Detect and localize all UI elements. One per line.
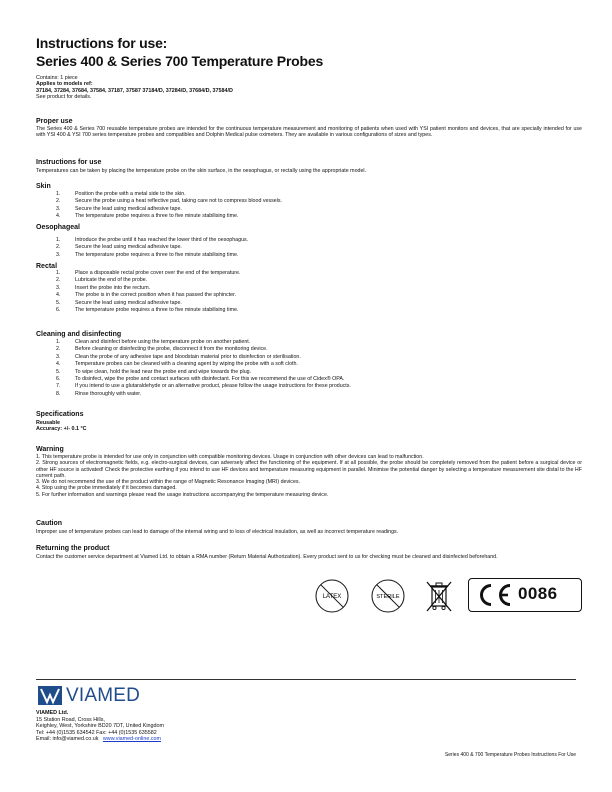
list-item: 7. If you intend to use a glutaraldehyde or an alternative product, please follow the usage instructions for these products. xyxy=(56,383,351,390)
email-text: Email: info@viamed.co.uk xyxy=(36,736,99,742)
skin-list xyxy=(36,191,582,221)
specifications-block xyxy=(36,420,596,433)
list-item: 3. Insert the probe into the rectum. xyxy=(56,284,151,291)
list-item: 1. Introduce the probe until it has reached the lower third of the oesophagus. xyxy=(56,237,249,243)
instructions-text: Temperatures can be taken by placing the temperature probe on the skin surface, in the oesophagus, or rectally using the appropriate model. xyxy=(36,168,367,174)
phone-fax: Tel: +44 (0)1535 634542 Fax: +44 (0)1535 635582 xyxy=(36,729,157,736)
cleaning-list xyxy=(36,339,582,398)
company-name: VIAMED Ltd. xyxy=(36,710,69,716)
document-title-line2: Series 400 & Series 700 Temperature Probes xyxy=(36,53,324,69)
company-address xyxy=(36,710,164,743)
viamed-logo-icon xyxy=(38,686,62,705)
list-item: 6. The temperature probe requires a three to five minute stabilising time. xyxy=(56,306,239,313)
warning-list xyxy=(36,454,582,498)
footer-document-title: Series 400 & 700 Temperature Probes Instructions For Use xyxy=(444,752,576,758)
footer-divider xyxy=(36,679,576,680)
rectal-heading: Rectal xyxy=(36,263,58,270)
non-sterile-icon xyxy=(370,578,406,614)
rectal-list xyxy=(36,270,582,314)
list-item: 6. To disinfect, wipe the probe and contact surfaces with disinfectant. For this we recommend the use of Cidex® OPA. xyxy=(56,375,345,382)
list-item: 2. Secure the probe using a heat reflective pad, taking care not to compress blood vessels. xyxy=(56,198,282,205)
returning-text: Contact the customer service department at Viamed Ltd. to obtain a RMA number (Return Material Authorization). Every product sent to us for checking must be cleaned and disinfected beforehand. xyxy=(36,554,498,560)
list-item: 1. Position the probe with a metal side to the skin. xyxy=(56,191,186,197)
notified-body-number: 0086 xyxy=(518,584,558,603)
instructions-heading: Instructions for use xyxy=(36,159,102,166)
product-info xyxy=(36,75,596,101)
warning-item: 5. For further information and warnings please read the usage instructions accompanying the temperature measuring device. xyxy=(36,491,329,498)
latex-label: LATEX xyxy=(322,594,342,600)
warning-item: 3. We do not recommend the use of the product within the range of Magnetic Resonance Imaging (MRI) devices. xyxy=(36,479,301,486)
warning-item: 2. Strong sources of electromagnetic fields, e.g. electro-surgical devices, can adversely affect the functioning of the equipment. If at all possible, the probe should be completely removed from the patient before a surgical device or other HF source is activated! Check the protective earthing if you intend to use HF devices and temperature measuring equipment in parallel. Minimise the potential danger by selecting a temperature measurement site distal to the HF current path. xyxy=(36,460,582,479)
no-latex-icon xyxy=(314,578,350,614)
caution-text: Improper use of temperature probes can lead to damage of the internal wiring and to loss of electrical insulation, as well as incorrect temperature readings. xyxy=(36,529,399,535)
address-line1: 15 Station Road, Cross Hills, xyxy=(36,716,105,723)
caution-heading: Caution xyxy=(36,520,63,527)
reusable-label: Reusable xyxy=(36,420,60,426)
accuracy-value: Accuracy: +/- 0.1 °C xyxy=(36,426,87,433)
list-item: 2. Before cleaning or disinfecting the probe, disconnect it from the monitoring device. xyxy=(56,346,268,353)
contact-line xyxy=(36,736,164,743)
list-item: 1. Clean and disinfect before using the temperature probe on another patient. xyxy=(56,339,251,345)
sterile-label: STERILE xyxy=(376,594,400,600)
address-line2: Keighley, West, Yorkshire BD20 7DT, United Kingdom xyxy=(36,723,165,729)
ce-mark-icon xyxy=(474,582,514,608)
document-title-line1: Instructions for use: xyxy=(36,35,168,51)
contains-text: Contains: 1 piece xyxy=(36,75,78,81)
list-item: 2. Lubricate the end of the probe. xyxy=(56,277,148,284)
list-item: 1. Place a disposable rectal probe cover over the end of the temperature. xyxy=(56,270,241,276)
see-product-text: See product for details. xyxy=(36,94,92,101)
list-item: 4. The probe is in the correct position when it has passed the sphincter. xyxy=(56,292,237,299)
skin-heading: Skin xyxy=(36,183,51,190)
warning-item: 1. This temperature probe is intended for use only in conjunction with compatible monitoring devices. Usage in conjunction with other devices can lead to malfunction. xyxy=(36,454,424,460)
list-item: 5. To wipe clean, hold the lead near the probe end and wipe towards the plug. xyxy=(56,368,252,375)
list-item: 4. The temperature probe requires a three to five minute stabilising time. xyxy=(56,213,239,220)
specifications-heading: Specifications xyxy=(36,411,84,418)
list-item: 5. Secure the lead using medical adhesive tape. xyxy=(56,299,182,306)
applies-label: Applies to models ref: xyxy=(36,81,93,88)
warning-heading: Warning xyxy=(36,446,64,453)
list-item: 3. The temperature probe requires a three to five minute stabilising time. xyxy=(56,251,239,258)
list-item: 4. Temperature probes can be cleaned with a cleaning agent by wiping the probe with a soft cloth. xyxy=(56,361,298,368)
proper-use-text: The Series 400 & Series 700 reusable temperature probes are intended for the continuous temperature measurement and monitoring of patients when used with YSI patient monitors and devices, that are specially intended for use with YSI 400 & YSI 700 series temperature probes and compatibles and Dolphin Medical pulse oximeters. They are available in various configurations of sizes and types. xyxy=(36,126,582,139)
weee-bin-icon xyxy=(421,578,457,614)
proper-use-heading: Proper use xyxy=(36,118,73,125)
list-item: 3. Secure the lead using medical adhesive tape. xyxy=(56,205,182,212)
oesophageal-heading: Oesophageal xyxy=(36,224,80,231)
warning-item: 4. Stop using the probe immediately if it becomes damaged. xyxy=(36,485,177,492)
list-item: 3. Clean the probe of any adhesive tape and bloodstain material prior to disinfection or sterilisation. xyxy=(56,353,301,360)
cleaning-heading: Cleaning and disinfecting xyxy=(36,331,122,338)
list-item: 8. Rinse thoroughly with water. xyxy=(56,390,142,397)
website-link[interactable]: www.viamed-online.com xyxy=(102,736,162,742)
oesophageal-list xyxy=(36,237,582,259)
model-list: 37184, 37284, 37684, 37584, 37187, 37587 37184/D, 37284/D, 37684/D, 37584/D xyxy=(36,87,233,94)
list-item: 2. Secure the lead using medical adhesive tape. xyxy=(56,244,182,251)
viamed-logo-text: VIAMED xyxy=(66,685,141,706)
returning-heading: Returning the product xyxy=(36,545,110,552)
